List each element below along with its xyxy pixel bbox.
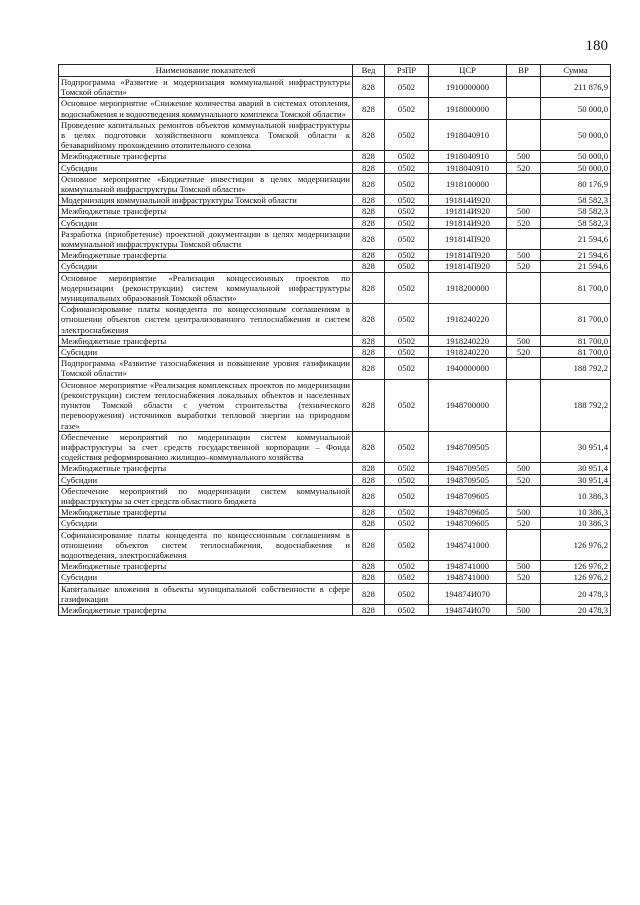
cell-vr: 500 [507,507,541,518]
cell-vr [507,529,541,561]
cell-vr: 520 [507,347,541,358]
cell-sum: 58 582,3 [541,195,611,206]
cell-csr: 1918040910 [429,119,507,151]
table-row [59,206,611,217]
header-ved: Вед [353,65,385,77]
table-row [59,217,611,228]
cell-name: Подпрограмма «Развитие и модернизация коммунальной инфраструктуры Томской области» [59,77,353,98]
cell-vr: 520 [507,261,541,272]
cell-ved: 828 [353,206,385,217]
cell-ved: 828 [353,561,385,572]
table-row [59,261,611,272]
budget-table [58,64,611,616]
table-row [59,119,611,151]
cell-sum: 81 700,0 [541,335,611,346]
cell-sum: 81 700,0 [541,304,611,336]
cell-name: Межбюджетные трансферты [59,206,353,217]
cell-vr: 500 [507,561,541,572]
cell-name: Межбюджетные трансферты [59,463,353,474]
cell-sum: 10 386,3 [541,507,611,518]
cell-name: Софинансирование платы концедента по концессионным соглашениям в отношении объектов систем централизованного теплоснабжения и систем электроснабжения [59,304,353,336]
table-row [59,335,611,346]
table-row [59,561,611,572]
cell-ved: 828 [353,379,385,431]
cell-vr [507,195,541,206]
cell-vr: 520 [507,518,541,529]
cell-csr: 191814И920 [429,206,507,217]
table-row [59,518,611,529]
cell-ved: 828 [353,485,385,506]
cell-name: Субсидии [59,217,353,228]
cell-name: Софинансирование платы концедента по концессионным соглашениям в отношении объектов систем теплоснабжения, водоснабжения и водоотведения, электроснабжения [59,529,353,561]
cell-sum: 50 000,0 [541,119,611,151]
cell-csr: 191814П920 [429,261,507,272]
cell-rzpr: 0502 [385,431,429,463]
cell-ved: 828 [353,335,385,346]
cell-rzpr: 0502 [385,507,429,518]
cell-rzpr: 0502 [385,379,429,431]
table-row [59,431,611,463]
cell-name: Межбюджетные трансферты [59,151,353,162]
cell-sum: 50 000,0 [541,151,611,162]
cell-sum: 21 594,6 [541,228,611,249]
cell-ved: 828 [353,195,385,206]
cell-vr: 520 [507,162,541,173]
cell-ved: 828 [353,572,385,583]
cell-csr: 1948709505 [429,431,507,463]
table-row [59,463,611,474]
cell-name: Субсидии [59,572,353,583]
cell-vr [507,379,541,431]
cell-csr: 1918200000 [429,272,507,304]
cell-ved: 828 [353,507,385,518]
table-row [59,474,611,485]
cell-rzpr: 0502 [385,195,429,206]
cell-name: Субсидии [59,347,353,358]
cell-vr [507,98,541,119]
cell-vr [507,358,541,379]
cell-rzpr: 0502 [385,261,429,272]
cell-ved: 828 [353,77,385,98]
cell-rzpr: 0502 [385,604,429,615]
cell-sum: 30 951,4 [541,431,611,463]
cell-csr: 1918240220 [429,335,507,346]
cell-vr [507,431,541,463]
cell-rzpr: 0502 [385,358,429,379]
cell-sum: 50 000,0 [541,162,611,173]
cell-vr: 500 [507,206,541,217]
table-row [59,347,611,358]
header-vr: ВР [507,65,541,77]
table-row [59,572,611,583]
cell-ved: 828 [353,529,385,561]
cell-sum: 58 582,3 [541,206,611,217]
cell-rzpr: 0502 [385,518,429,529]
cell-ved: 828 [353,250,385,261]
cell-rzpr: 0502 [385,347,429,358]
cell-csr: 1948741000 [429,561,507,572]
cell-sum: 211 876,9 [541,77,611,98]
cell-csr: 194874И070 [429,604,507,615]
cell-csr: 1948741000 [429,529,507,561]
table-header-row [59,65,611,77]
cell-ved: 828 [353,463,385,474]
cell-vr [507,77,541,98]
table-row [59,583,611,604]
cell-rzpr: 0502 [385,217,429,228]
cell-ved: 828 [353,173,385,194]
cell-rzpr: 0502 [385,463,429,474]
cell-sum: 188 792,2 [541,379,611,431]
table-body [59,77,611,616]
table-row [59,173,611,194]
cell-name: Капитальные вложения в объекты муниципальной собственности в сфере газификации [59,583,353,604]
cell-sum: 126 976,2 [541,529,611,561]
cell-sum: 58 582,3 [541,217,611,228]
cell-vr [507,485,541,506]
table-row [59,195,611,206]
cell-sum: 80 176,9 [541,173,611,194]
cell-sum: 30 951,4 [541,474,611,485]
cell-name: Субсидии [59,162,353,173]
cell-rzpr: 0502 [385,272,429,304]
cell-csr: 1948709505 [429,463,507,474]
cell-vr: 500 [507,250,541,261]
cell-sum: 30 951,4 [541,463,611,474]
cell-rzpr: 0502 [385,304,429,336]
cell-sum: 50 000,0 [541,98,611,119]
cell-rzpr: 0502 [385,119,429,151]
cell-sum: 20 478,3 [541,583,611,604]
cell-csr: 191814П920 [429,250,507,261]
cell-name: Межбюджетные трансферты [59,250,353,261]
cell-ved: 828 [353,162,385,173]
cell-csr: 191814П920 [429,228,507,249]
header-sum: Сумма [541,65,611,77]
cell-name: Обеспечение мероприятий по модернизации систем коммунальной инфраструктуры за счет средств областного бюджета [59,485,353,506]
cell-vr: 500 [507,604,541,615]
cell-rzpr: 0502 [385,583,429,604]
cell-name: Проведение капитальных ремонтов объектов коммунальной инфраструктуры в целях подготовки хозяйственного комплекса Томской области к безаварийному прохождению отопительного сезона [59,119,353,151]
cell-vr: 520 [507,572,541,583]
header-csr: ЦСР [429,65,507,77]
cell-vr [507,272,541,304]
table-row [59,604,611,615]
cell-sum: 81 700,0 [541,347,611,358]
cell-sum: 20 478,3 [541,604,611,615]
cell-ved: 828 [353,272,385,304]
cell-csr: 191814И920 [429,195,507,206]
cell-csr: 1918100000 [429,173,507,194]
cell-csr: 194874И070 [429,583,507,604]
cell-csr: 1948709605 [429,507,507,518]
cell-name: Основное мероприятие «Реализация комплексных проектов по модернизации (реконструкции) систем теплоснабжения локальных объектов и населенных пунктов Томской области с учетом строительства (технического перевооружения) источников выработки тепловой энергии на природном газе» [59,379,353,431]
cell-ved: 828 [353,119,385,151]
cell-name: Межбюджетные трансферты [59,507,353,518]
cell-csr: 1910000000 [429,77,507,98]
cell-name: Разработка (приобретение) проектной документации в целях модернизации коммунальной инфраструктуры Томской области [59,228,353,249]
cell-name: Основное мероприятие «Реализация концессионных проектов по модернизации (реконструкции) систем коммунальной инфраструктуры муниципальных образований Томской области» [59,272,353,304]
cell-csr: 1918000000 [429,98,507,119]
cell-csr: 191814И920 [429,217,507,228]
cell-csr: 1918040910 [429,151,507,162]
cell-name: Субсидии [59,261,353,272]
cell-name: Подпрограмма «Развитие газоснабжения и повышение уровня газификации Томской области» [59,358,353,379]
cell-name: Модернизация коммунальной инфраструктуры Томской области [59,195,353,206]
cell-rzpr: 0502 [385,77,429,98]
cell-ved: 828 [353,431,385,463]
table-row [59,151,611,162]
cell-ved: 828 [353,261,385,272]
page-number: 180 [585,38,608,54]
cell-name: Межбюджетные трансферты [59,561,353,572]
cell-vr: 500 [507,335,541,346]
cell-csr: 1918240220 [429,347,507,358]
cell-rzpr: 0502 [385,228,429,249]
cell-rzpr: 0502 [385,151,429,162]
cell-ved: 828 [353,604,385,615]
cell-rzpr: 0502 [385,335,429,346]
cell-sum: 21 594,6 [541,261,611,272]
cell-csr: 1948709605 [429,485,507,506]
cell-name: Основное мероприятие «Бюджетные инвестиции в целях модернизации коммунальной инфраструктуры Томской области» [59,173,353,194]
cell-sum: 10 386,3 [541,485,611,506]
cell-name: Субсидии [59,518,353,529]
cell-name: Субсидии [59,474,353,485]
cell-name: Обеспечение мероприятий по модернизации систем коммунальной инфраструктуры за счет средств государственной корпорации – Фонда содействия реформированию жилищно–коммунального хозяйства [59,431,353,463]
cell-ved: 828 [353,358,385,379]
cell-sum: 81 700,0 [541,272,611,304]
cell-ved: 828 [353,98,385,119]
cell-name: Межбюджетные трансферты [59,335,353,346]
cell-csr: 1918240220 [429,304,507,336]
table-row [59,228,611,249]
cell-rzpr: 0502 [385,173,429,194]
table-row [59,304,611,336]
cell-rzpr: 0502 [385,250,429,261]
table-row [59,485,611,506]
cell-ved: 828 [353,151,385,162]
cell-sum: 126 976,2 [541,572,611,583]
cell-vr [507,119,541,151]
cell-sum: 21 594,6 [541,250,611,261]
table-row [59,162,611,173]
cell-rzpr: 0502 [385,572,429,583]
cell-vr: 500 [507,151,541,162]
cell-ved: 828 [353,217,385,228]
cell-csr: 1948700000 [429,379,507,431]
cell-rzpr: 0502 [385,474,429,485]
cell-name: Межбюджетные трансферты [59,604,353,615]
table-row [59,272,611,304]
cell-sum: 126 976,2 [541,561,611,572]
cell-csr: 1948741000 [429,572,507,583]
table-row [59,77,611,98]
header-rzpr: РзПР [385,65,429,77]
cell-vr: 500 [507,463,541,474]
table-row [59,250,611,261]
cell-rzpr: 0502 [385,206,429,217]
cell-vr [507,228,541,249]
cell-name: Основное мероприятие «Снижение количества аварий в системах отопления, водоснабжения и водоотведения коммунального комплекса Томской области» [59,98,353,119]
cell-ved: 828 [353,518,385,529]
cell-vr [507,173,541,194]
cell-vr: 520 [507,217,541,228]
cell-vr [507,583,541,604]
cell-rzpr: 0502 [385,529,429,561]
cell-sum: 10 386,3 [541,518,611,529]
cell-ved: 828 [353,583,385,604]
table-row [59,379,611,431]
cell-csr: 1948709605 [429,518,507,529]
cell-csr: 1948709505 [429,474,507,485]
table-row [59,507,611,518]
cell-ved: 828 [353,474,385,485]
cell-rzpr: 0502 [385,485,429,506]
cell-ved: 828 [353,304,385,336]
cell-rzpr: 0502 [385,162,429,173]
table-row [59,529,611,561]
cell-sum: 188 792,2 [541,358,611,379]
table-row [59,358,611,379]
cell-vr [507,304,541,336]
cell-ved: 828 [353,228,385,249]
cell-csr: 1940000000 [429,358,507,379]
cell-ved: 828 [353,347,385,358]
header-name: Наименование показателей [59,65,353,77]
cell-rzpr: 0502 [385,561,429,572]
cell-csr: 1918040910 [429,162,507,173]
table-row [59,98,611,119]
cell-vr: 520 [507,474,541,485]
cell-rzpr: 0502 [385,98,429,119]
